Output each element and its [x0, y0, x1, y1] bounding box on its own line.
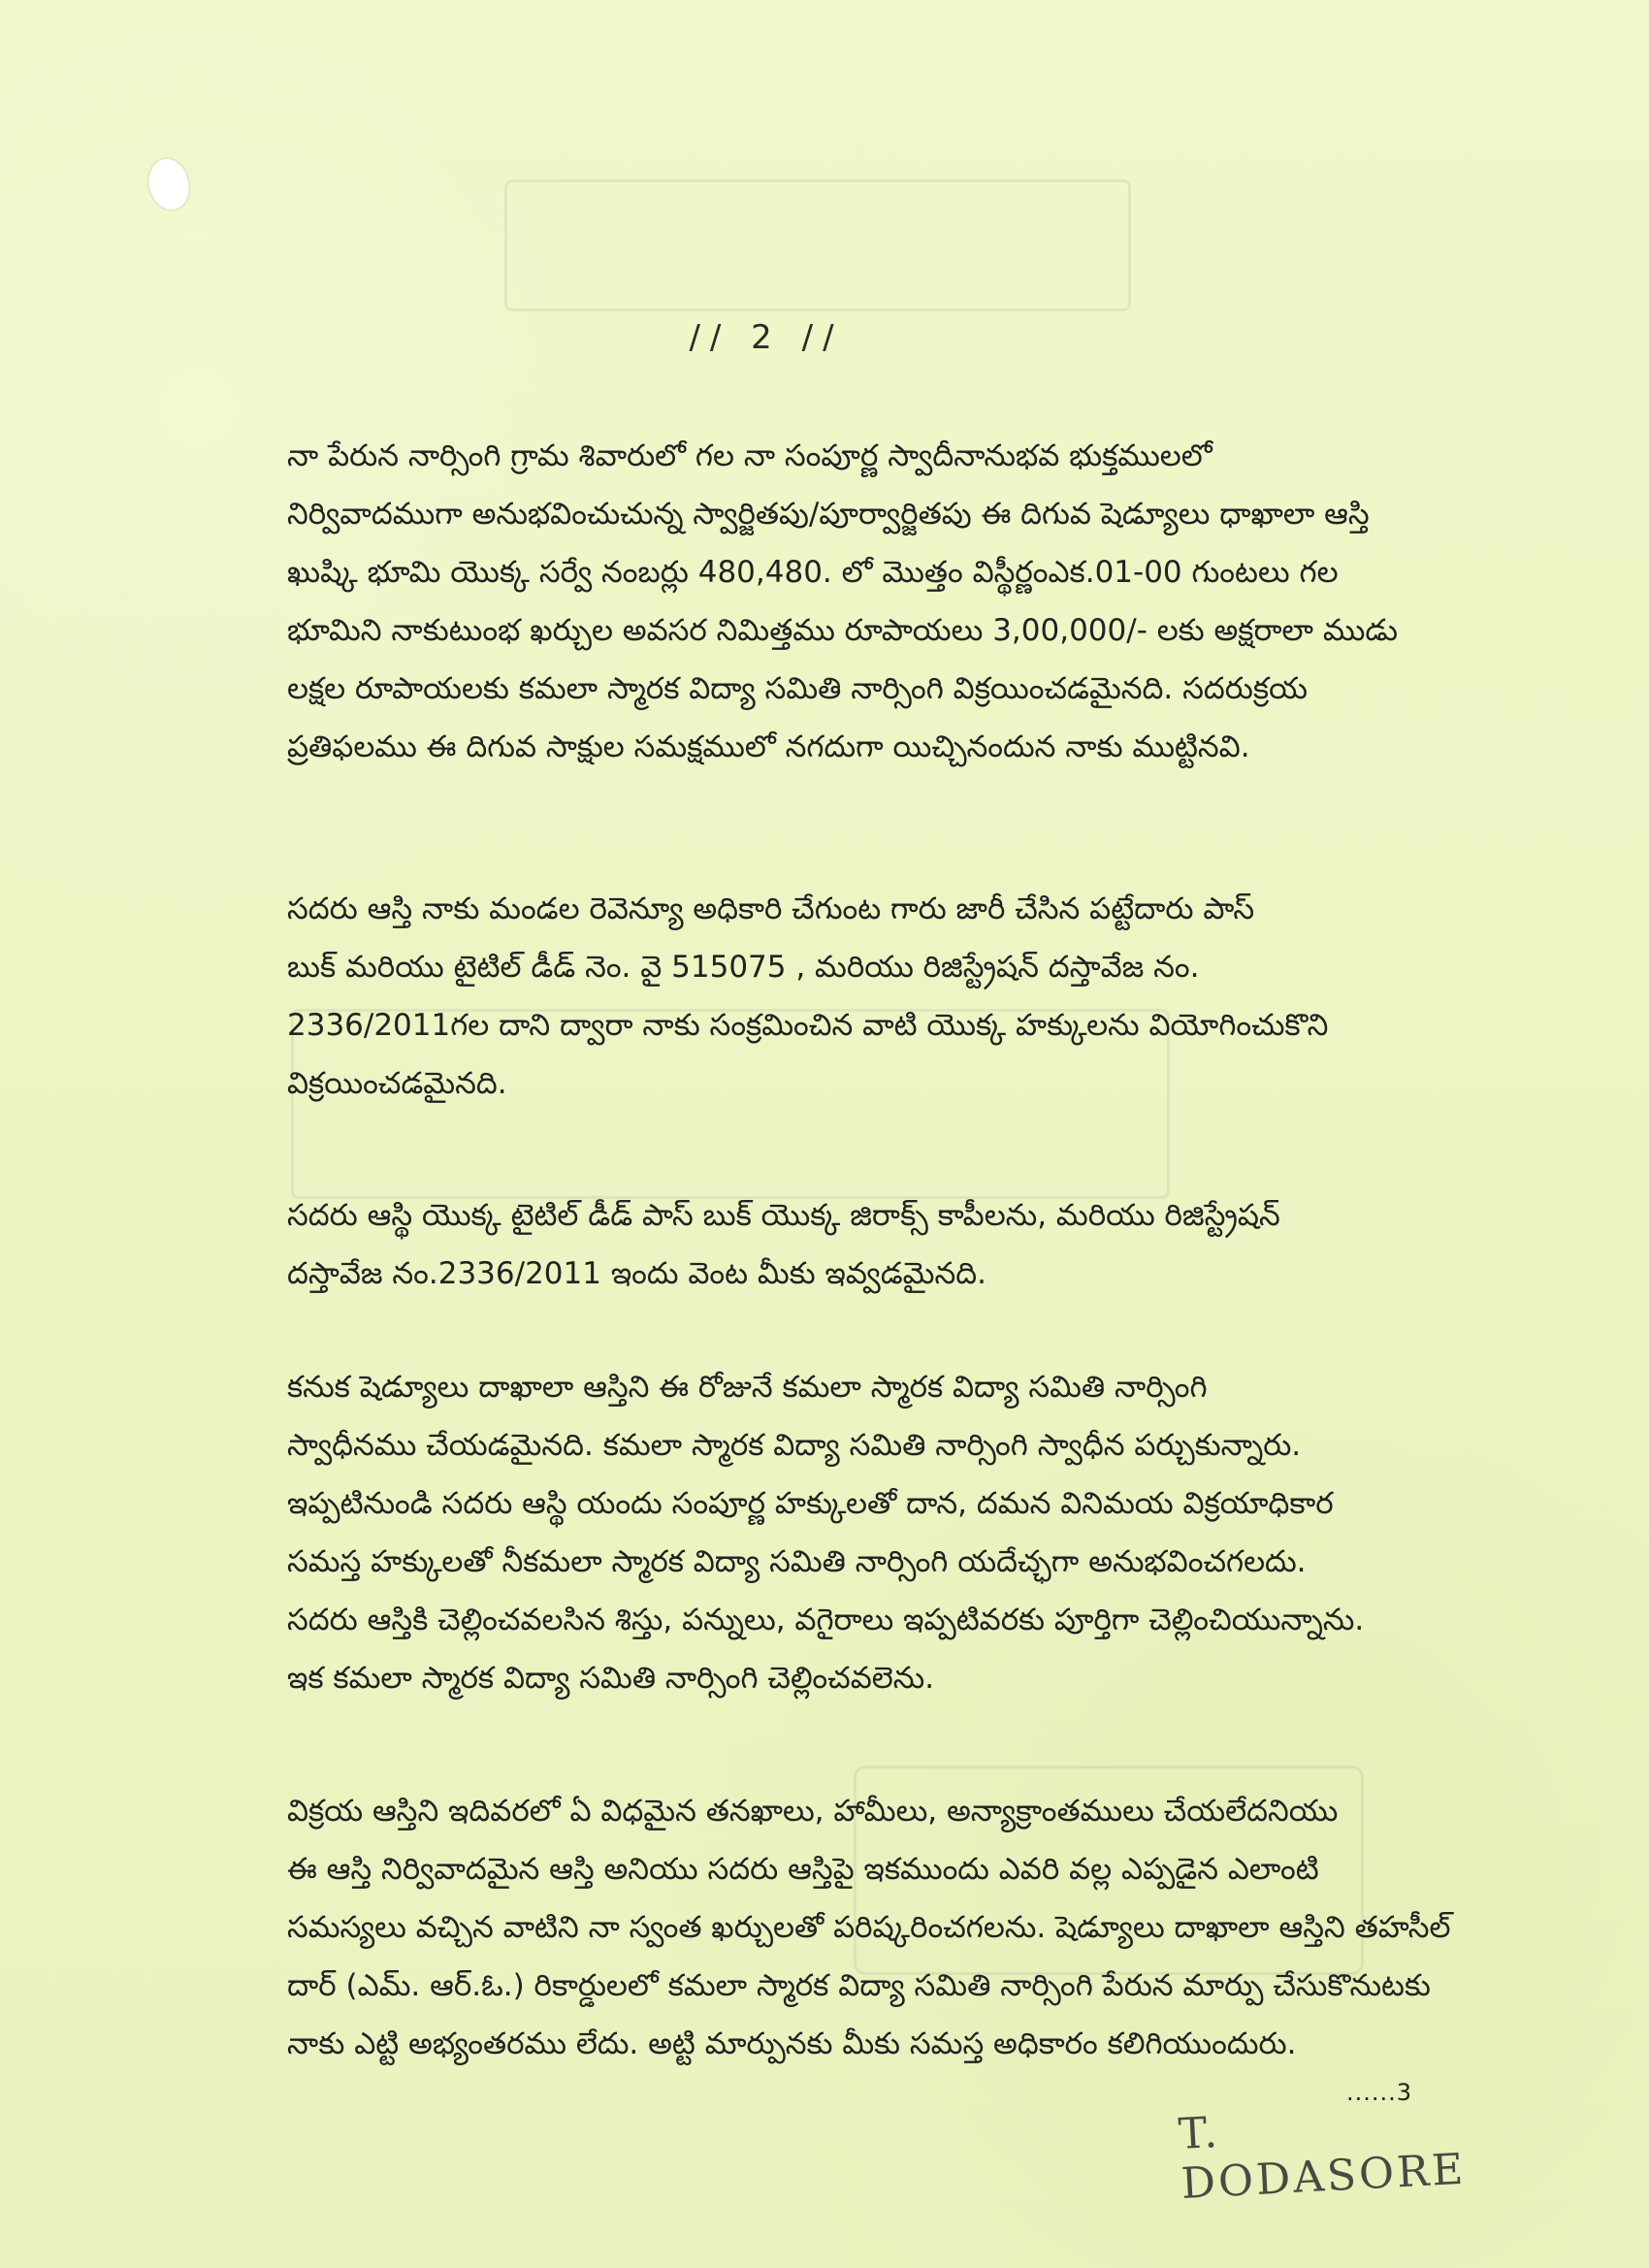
paragraph-line: స్వాధీనము చేయడమైనది. కమలా స్మారక విద్యా సమితి నార్సింగి స్వాధీన పర్చుకున్నారు.: [287, 1428, 1302, 1463]
paragraph-line: ఇప్పటినుండి సదరు ఆస్థి యందు సంపూర్ణ హక్కులతో దాన, దమన వినిమయ విక్రయాధికార: [287, 1486, 1334, 1521]
paragraph-line: సమస్యలు వచ్చిన వాటిని నా స్వంత ఖర్చులతో పరిష్కరించగలను. షెడ్యూలు దాఖాలా ఆస్తిని తహసీల్: [287, 1910, 1451, 1945]
paragraph-4: [175, 1358, 1455, 1707]
paragraph-line: లక్షల రూపాయలకు కమలా స్మారక విద్యా సమితి నార్సింగి విక్రయించడమైనది. సదరుక్రయ: [287, 671, 1308, 706]
paragraph-line: నాకు ఎట్టి అభ్యంతరము లేదు. అట్టి మార్పునకు మీకు సమస్త అధికారం కలిగియుందురు.: [287, 2026, 1297, 2061]
paragraph-1: [175, 427, 1455, 776]
paragraph-line: భూమిని నాకుటుంభ ఖర్చుల అవసర నిమిత్తము రూపాయలు 3,00,000/- లకు అక్షరాలా ముడు: [287, 613, 1399, 648]
paragraph-line: నా పేరున నార్సింగి గ్రామ శివారులో గల నా సంపూర్ణ స్వాదీనానుభవ భుక్తములలో: [287, 438, 1212, 473]
paragraph-line: విక్రయించడమైనది.: [287, 1066, 507, 1101]
paragraph-line: విక్రయ ఆస్తిని ఇదివరలో ఏ విధమైన తనఖాలు, హామీలు, అన్యాక్రాంతములు చేయలేదనియు: [287, 1794, 1339, 1829]
paragraph-line: సదరు ఆస్థి యొక్క టైటిల్ డీడ్ పాస్ బుక్ యొక్క జిరాక్స్ కాపీలను, మరియు రిజిస్ట్రేషన్: [287, 1198, 1280, 1233]
paragraph-line: ఈ ఆస్తి నిర్వివాదమైన ఆస్తి అనియు సదరు ఆస్తిపై ఇకముందు ఎవరి వల్ల ఎప్పడైన ఎలాంటి: [287, 1852, 1319, 1887]
paragraph-line: సదరు ఆస్తి నాకు మండల రెవెన్యూ అధికారి చేగుంట గారు జారీ చేసిన పట్టేదారు పాస్: [287, 891, 1255, 926]
handwritten-signature: T. DODASORE: [1177, 2107, 1468, 2209]
paragraph-line: ఖుష్కి భూమి యొక్క సర్వే నంబర్లు 480,480. లో మొత్తం విస్థీర్ణంఎక.01-00 గుంటలు గల: [287, 555, 1339, 590]
paragraph-line: దార్ (ఎమ్. ఆర్.ఓ.) రికార్డులలో కమలా స్మారక విద్యా సమితి నార్సింగి పేరున మార్పు చేసుకొనుటకు: [287, 1968, 1431, 2003]
paragraph-line: కనుక షెడ్యూలు దాఖాలా ఆస్తిని ఈ రోజునే కమలా స్మారక విద్యా సమితి నార్సింగి: [287, 1370, 1208, 1405]
paragraph-line: బుక్ మరియు టైటిల్ డీడ్ నెం. వై 515075 , మరియు రిజిస్ట్రేషన్ దస్తావేజ నం.: [287, 950, 1200, 985]
paragraph-line: సదరు ఆస్తికి చెల్లించవలసిన శిస్తు, పన్నులు, వగైరాలు ఇప్పటివరకు పూర్తిగా చెల్లించియున్నాను.: [287, 1603, 1365, 1637]
punch-hole: [146, 156, 192, 211]
paragraph-line: దస్తావేజ నం.2336/2011 ఇందు వెంట మీకు ఇవ్వడమైనది.: [287, 1256, 986, 1291]
paragraph-line: సమస్త హక్కులతో నీకమలా స్మారక విద్యా సమితి నార్సింగి యదేచ్ఛగా అనుభవించగలదు.: [287, 1544, 1307, 1579]
page-number: // 2 //: [689, 318, 844, 357]
background-stamp: [504, 179, 1131, 311]
continuation-reference: ......3: [1346, 2079, 1413, 2106]
paragraph-line: 2336/2011గల దాని ద్వారా నాకు సంక్రమించిన వాటి యొక్క హక్కులను వియోగించుకొని: [287, 1008, 1329, 1043]
paragraph-2: [175, 880, 1455, 1113]
paragraph-line: నిర్వివాదముగా అనుభవించుచున్న స్వార్జితపు/పూర్వార్జితపు ఈ దిగువ షెడ్యూలు ధాఖాలా ఆస్తి: [287, 497, 1370, 532]
paragraph-line: ఇక కమలా స్మారక విద్యా సమితి నార్సింగి చెల్లించవలెను.: [287, 1661, 935, 1696]
paragraph-3: [175, 1186, 1455, 1303]
paragraph-5: [175, 1782, 1455, 2073]
paragraph-line: ప్రతిఫలము ఈ దిగువ సాక్షుల సమక్షములో నగదుగా యిచ్చినందున నాకు ముట్టినవి.: [287, 729, 1250, 764]
